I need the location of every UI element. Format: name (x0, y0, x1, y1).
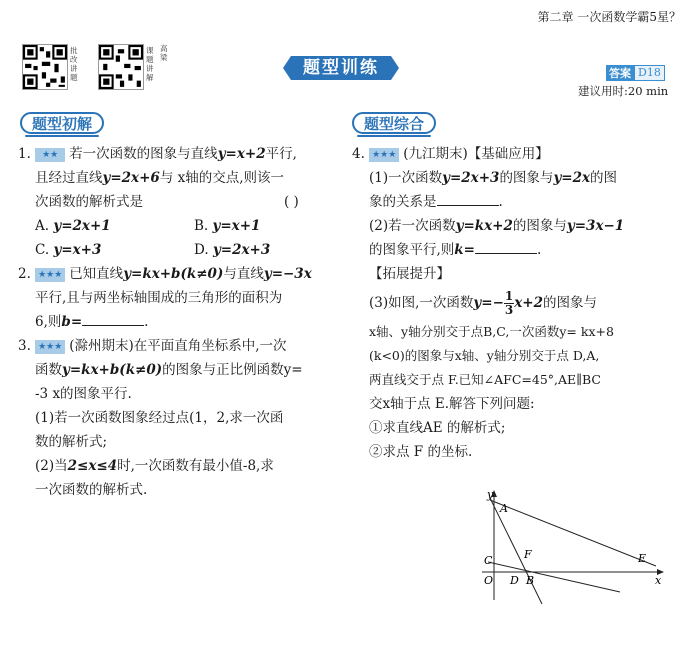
difficulty-stars-icon: ★★★ (369, 148, 399, 162)
q1-text: 且经过直线 (35, 170, 103, 186)
q4-text: 的图 (590, 170, 618, 186)
q4-line-4 (352, 214, 682, 238)
q4-line-2 (352, 166, 682, 190)
line-AD (490, 498, 542, 604)
q2-math: y=kx+b(k≠0) (123, 266, 224, 282)
qr-code-1[interactable] (22, 44, 68, 90)
option-a[interactable]: A. y=2x+1 (35, 218, 111, 234)
q4-line-8 (352, 320, 682, 344)
q1-text: 与 x轴的交点,则该一 (159, 170, 285, 186)
q4-math: y=kx+2 (455, 218, 513, 234)
q3-text: 数的解析式; (35, 434, 108, 450)
q4-text: 交x轴于点 E.解答下列问题: (369, 396, 535, 412)
answer-blank[interactable] (475, 239, 537, 254)
q4-line-5 (352, 238, 682, 262)
q4-text: x轴、y轴分别交于点B,C,一次函数y= kx+8 (369, 324, 614, 339)
q4-line-1 (352, 142, 682, 166)
label-E: E (638, 552, 647, 565)
fraction: $\frac{1}{3}$ (504, 289, 514, 317)
q2-line-1 (18, 262, 338, 286)
q4-text: 的图象与 (543, 295, 598, 311)
q3-line-5 (18, 430, 338, 454)
q3-line-2 (18, 358, 338, 382)
q4-text: (2)若一次函数 (369, 218, 456, 234)
q4-text: 的图象与 (499, 170, 554, 186)
chapter-header: 第二章 一次函数学霸5星？ (537, 10, 681, 24)
q2-number: 2. (18, 266, 31, 282)
page-title-banner: 题型训练 (291, 56, 391, 80)
q2-text: 已知直线 (69, 266, 124, 282)
label-B: B (526, 574, 535, 587)
q4-text: (九江期末)【基础应用】 (403, 146, 549, 162)
q1-options-ab (18, 214, 338, 238)
section-title-left: 题型初解 (20, 112, 104, 134)
q3-text: 一次函数的解析式. (35, 482, 148, 498)
q3-text: (2)当 (35, 458, 68, 474)
q3-text: -3 x的图象平行. (35, 386, 132, 402)
qr-caption-2: 课题讲解 (146, 46, 154, 82)
q1-text: 若一次函数的图象与直线 (69, 146, 218, 162)
q2-math: y=−3x (263, 266, 312, 282)
q4-text: (3)如图,一次函数 (369, 295, 474, 311)
geometry-figure (470, 488, 670, 606)
q4-math: x+2 (514, 295, 544, 311)
q4-text: ②求点 F 的坐标. (369, 444, 473, 460)
answer-badge[interactable] (606, 65, 665, 81)
left-column (18, 142, 338, 502)
difficulty-stars-icon: ★★ (35, 148, 65, 162)
q3-math: y=kx+b(k≠0) (62, 362, 163, 378)
q1-math: y=x+2 (217, 146, 266, 162)
q2-text: 6,则 (35, 314, 62, 330)
q2-math: b= (61, 314, 83, 330)
line-CB (488, 562, 620, 592)
option-b[interactable]: B. y=x+1 (194, 218, 261, 234)
right-column (352, 142, 682, 464)
q2-text: 平行,且与两坐标轴围成的三角形的面积为 (35, 290, 283, 306)
q4-line-11 (352, 392, 682, 416)
q3-line-4 (18, 406, 338, 430)
q4-line-10 (352, 368, 682, 392)
option-c[interactable]: C. y=x+3 (35, 242, 102, 258)
q3-text: 的图象与正比例函数y= (162, 362, 303, 378)
q1-options-cd (18, 238, 338, 262)
answer-label: 答案 (606, 65, 634, 81)
side-word: 高梁 (160, 44, 168, 62)
q1-line-1 (18, 142, 338, 166)
q4-line-12 (352, 416, 682, 440)
option-d[interactable]: D. y=2x+3 (194, 242, 271, 258)
answer-blank[interactable] (437, 191, 499, 206)
q1-line-3 (18, 190, 338, 214)
q4-line-7 (352, 286, 682, 320)
q4-text: 的图象平行,则 (369, 242, 455, 258)
q4-text: 象的关系是 (369, 194, 437, 210)
q3-text: 时,一次函数有最小值-8,求 (117, 458, 274, 474)
section-title-right: 题型综合 (352, 112, 436, 134)
q1-number: 1. (18, 146, 31, 162)
line-AE (490, 500, 656, 566)
q3-text: (滁州期末)在平面直角坐标系中,一次 (69, 338, 287, 354)
q4-number: 4. (352, 146, 365, 162)
q2-text: . (144, 314, 149, 330)
q3-line-7 (18, 478, 338, 502)
suggested-time: 建议用时:20 min (578, 84, 669, 98)
label-D: D (510, 574, 519, 587)
q3-number: 3. (18, 338, 31, 354)
q4-line-9 (352, 344, 682, 368)
q4-text: . (536, 242, 542, 258)
label-x: x (655, 574, 662, 587)
q1-text: 次函数的解析式是 (35, 194, 143, 210)
q4-text: (k<0)的图象与x轴、y轴分别交于点 D,A, (369, 348, 600, 363)
label-F: F (524, 548, 532, 561)
label-O: O (484, 574, 494, 587)
q4-text: (1)一次函数 (369, 170, 443, 186)
qr-pattern-icon (99, 45, 143, 89)
difficulty-stars-icon: ★★★ (35, 340, 65, 354)
q3-line-3 (18, 382, 338, 406)
qr-caption-1: 批改讲题 (70, 46, 78, 82)
answer-page: D18 (634, 65, 665, 81)
q4-text: 【拓展提升】 (369, 266, 450, 282)
q3-text: 函数 (35, 362, 62, 378)
qr-code-2[interactable] (98, 44, 144, 90)
answer-blank[interactable] (82, 311, 144, 326)
q4-line-6 (352, 262, 682, 286)
q4-line-3 (352, 190, 682, 214)
q4-math: y=2x (553, 170, 591, 186)
qr-pattern-icon (23, 45, 67, 89)
q3-line-1 (18, 334, 338, 358)
q1-line-2 (18, 166, 338, 190)
q4-math: y=3x−1 (566, 218, 625, 234)
q4-math: k= (454, 242, 475, 258)
answer-paren: ( ) (284, 194, 299, 210)
label-y: y (487, 488, 494, 501)
q2-line-3 (18, 310, 338, 334)
q3-text: (1)若一次函数图象经过点(1，2,求一次函 (35, 410, 284, 426)
q4-line-13 (352, 440, 682, 464)
q1-math: y=2x+6 (102, 170, 160, 186)
q2-line-2 (18, 286, 338, 310)
q4-math: y=2x+3 (442, 170, 500, 186)
q3-line-6 (18, 454, 338, 478)
q4-math: y=− (473, 295, 504, 311)
q1-text: 平行, (265, 146, 297, 162)
q4-text: 的图象与 (512, 218, 567, 234)
label-C: C (484, 554, 493, 567)
q4-text: 两直线交于点 F.已知∠AFC=45°,AE∥BC (369, 372, 601, 387)
q4-text: ①求直线AE 的解析式; (369, 420, 506, 436)
q3-math: 2≤x≤4 (67, 458, 118, 474)
label-A: A (500, 502, 508, 515)
q4-text: . (498, 194, 503, 210)
difficulty-stars-icon: ★★★ (35, 268, 65, 282)
q2-text: 与直线 (223, 266, 264, 282)
